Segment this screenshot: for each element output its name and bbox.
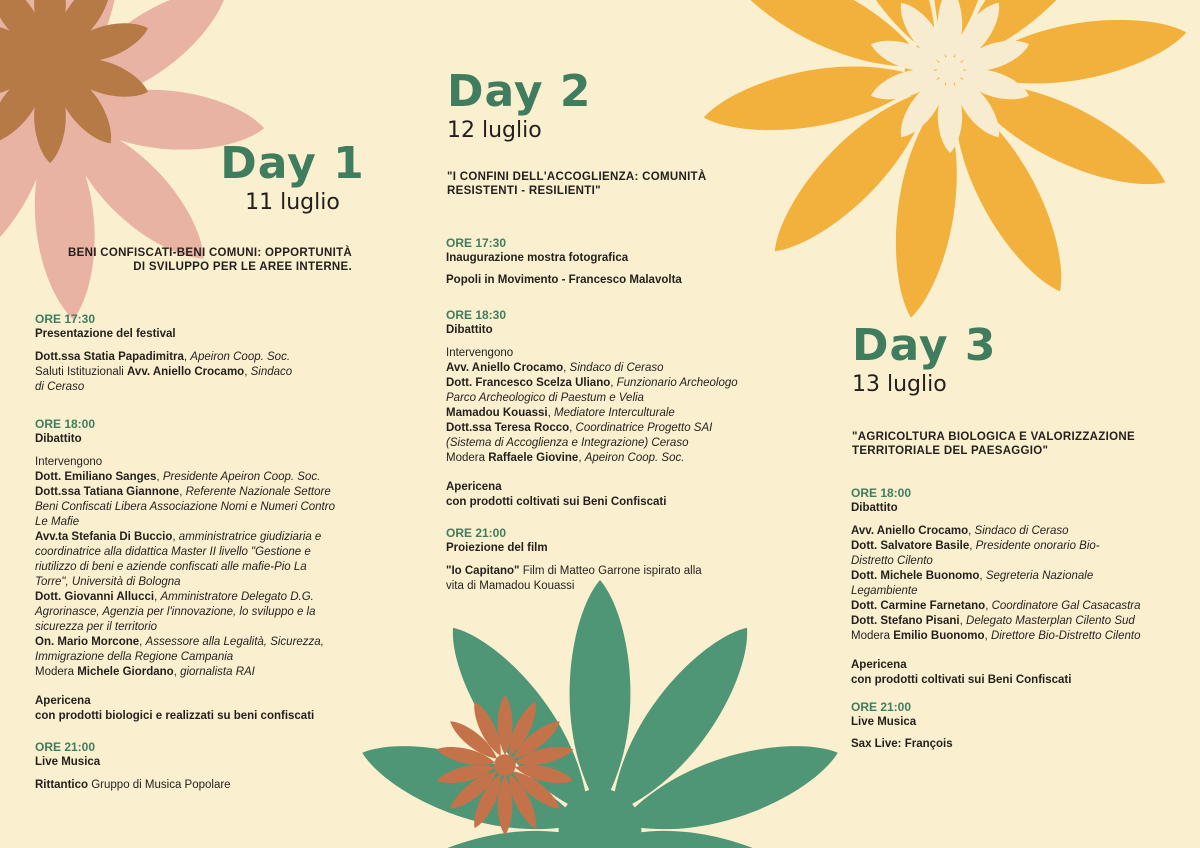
day1-title: Day 1	[220, 138, 365, 189]
day2-theme-line1: "I CONFINI DELL'ACCOGLIENZA: COMUNITÀ	[447, 171, 707, 183]
day1-band: Rittantico Gruppo di Musica Popolare	[35, 779, 231, 791]
day1-speaker-cont: Agrorinasce, Agenzia per l'innovazione, lo sviluppo e la	[35, 606, 316, 618]
day3-theme-line2: TERRITORIALE DEL PAESAGGIO"	[852, 445, 1049, 457]
day3-head-musica: Live Musica	[851, 716, 917, 728]
day1-speaker-cont: coordinatrice alla didattica Master II livello "Gestione e	[35, 546, 311, 558]
day1-apericena-sub: con prodotti biologici e realizzati su beni confiscati	[35, 710, 315, 722]
day1-line: Saluti Istituzionali Avv. Aniello Crocamo, Sindaco	[35, 366, 293, 378]
day2-date: 12 luglio	[447, 118, 542, 143]
day1-speaker-cont: Le Mafie	[35, 516, 80, 528]
day1-line: di Ceraso	[35, 381, 85, 393]
day2-mostra-sub: Popoli in Movimento - Francesco Malavolta	[446, 274, 682, 286]
day2-speaker: Dott.ssa Teresa Rocco, Coordinatrice Progetto SAI	[446, 422, 713, 434]
day1-theme	[30, 246, 352, 274]
green-flower	[353, 580, 847, 848]
day1-speaker-cont: Beni Confiscati Libera Associazione Nomi e Numeri Contro	[35, 501, 335, 513]
day1-time-2100: ORE 21:00	[35, 740, 96, 754]
day2-film: "Io Capitano" Film di Matteo Garrone ispirato alla	[446, 565, 702, 577]
day2-speaker-cont: Parco Archeologico di Paestum e Velia	[446, 392, 644, 404]
day1-theme-line2: DI SVILUPPO PER LE AREE INTERNE.	[133, 261, 352, 273]
day3-speaker-cont: Distretto Cilento	[851, 555, 933, 567]
day2-apericena: Apericena	[446, 481, 502, 493]
day1-head-musica: Live Musica	[35, 756, 101, 768]
day3-time-1800: ORE 18:00	[851, 486, 912, 500]
day1-speaker-cont: sicurezza per il territorio	[35, 621, 158, 633]
day2-head-dibattito: Dibattito	[446, 324, 493, 336]
day3-theme	[852, 430, 1182, 458]
day2-apericena-sub: con prodotti coltivati sui Beni Confiscati	[446, 496, 667, 508]
day3-speaker: Avv. Aniello Crocamo, Sindaco di Ceraso	[851, 525, 1069, 537]
day2-time-1730: ORE 17:30	[446, 236, 507, 250]
day3-head-dibattito: Dibattito	[851, 502, 898, 514]
day3-theme-line1: "AGRICOLTURA BIOLOGICA E VALORIZZAZIONE	[852, 431, 1135, 443]
day1-speaker-cont: riutilizzo di beni e aziende confiscati alle mafie-Pio La	[35, 561, 307, 573]
day3-speaker: Dott. Salvatore Basile, Presidente onorario Bio-	[851, 540, 1100, 552]
day2-time-2100: ORE 21:00	[446, 526, 507, 540]
day1-speaker: Dott.ssa Tatiana Giannone, Referente Nazionale Settore	[35, 486, 331, 498]
day3-speaker: Dott. Michele Buonomo, Segreteria Nazionale	[851, 570, 1094, 582]
day1-date: 11 luglio	[245, 190, 340, 215]
day1-theme-line1: BENI CONFISCATI-BENI COMUNI: OPPORTUNITÀ	[68, 247, 352, 259]
day3-title: Day 3	[852, 320, 997, 371]
day1-apericena: Apericena	[35, 695, 91, 707]
day2-theme-line2: RESISTENTI - RESILIENTI"	[447, 185, 601, 197]
day1-time-1730: ORE 17:30	[35, 312, 96, 326]
day2-speaker: Dott. Francesco Scelza Uliano, Funzionario Archeologo	[446, 377, 738, 389]
day1-speaker: Dott. Emiliano Sanges, Presidente Apeiron Coop. Soc.	[35, 471, 321, 483]
day2-header	[447, 68, 591, 144]
day2-title: Day 2	[447, 66, 592, 117]
day3-program	[851, 472, 1171, 752]
day2-head-mostra: Inaugurazione mostra fotografica	[446, 252, 629, 264]
day1-speaker: Avv.ta Stefania Di Buccio, amministratrice giudiziaria e	[35, 531, 322, 543]
day3-date: 13 luglio	[852, 372, 947, 397]
day1-speaker: On. Mario Morcone, Assessore alla Legalità, Sicurezza,	[35, 636, 324, 648]
day1-speaker-cont: Torre", Università di Bologna	[35, 576, 181, 588]
flower-center	[494, 754, 516, 776]
day1-head-presentazione: Presentazione del festival	[35, 328, 176, 340]
day1-speaker: Dott. Giovanni Allucci, Amministratore Delegato D.G.	[35, 591, 314, 603]
day2-speaker-cont: (Sistema di Accoglienza e Integrazione) Ceraso	[446, 437, 689, 449]
day3-musica-sub: Sax Live: François	[851, 738, 953, 750]
day1-header	[220, 140, 365, 216]
day2-time-1830: ORE 18:30	[446, 308, 507, 322]
day3-apericena-sub: con prodotti coltivati sui Beni Confiscati	[851, 674, 1072, 686]
day1-line: Dott.ssa Statia Papadimitra, Apeiron Coop. Soc.	[35, 351, 291, 363]
day2-film-cont: vita di Mamadou Kouassi	[446, 580, 575, 592]
flower-center	[937, 57, 964, 84]
day2-program	[446, 222, 786, 594]
flower-center	[33, 43, 67, 77]
day1-moderator: Modera Michele Giordano, giornalista RAI	[35, 666, 255, 678]
day3-moderator: Modera Emilio Buonomo, Direttore Bio-Distretto Cilento	[851, 630, 1141, 642]
day2-theme	[447, 170, 747, 198]
day1-speaker-cont: Immigrazione della Regione Campania	[35, 651, 234, 663]
day2-head-film: Proiezione del film	[446, 542, 548, 554]
day2-speaker: Avv. Aniello Crocamo, Sindaco di Ceraso	[446, 362, 664, 374]
day3-speaker-cont: Legambiente	[851, 585, 918, 597]
day3-speaker: Dott. Carmine Farnetano, Coordinatore Gal Casacastra	[851, 600, 1141, 612]
day2-speaker: Mamadou Kouassi, Mediatore Interculturale	[446, 407, 675, 419]
day2-moderator: Modera Raffaele Giovine, Apeiron Coop. Soc.	[446, 452, 685, 464]
day1-time-1800: ORE 18:00	[35, 417, 96, 431]
day2-intro: Intervengono	[446, 347, 514, 359]
day3-header	[852, 322, 996, 398]
day1-program	[35, 298, 375, 793]
day3-apericena: Apericena	[851, 659, 907, 671]
day3-speaker: Dott. Stefano Pisani, Delegato Masterplan Cilento Sud	[851, 615, 1135, 627]
day1-head-dibattito: Dibattito	[35, 433, 82, 445]
day1-intro: Intervengono	[35, 456, 103, 468]
day3-time-2100: ORE 21:00	[851, 700, 912, 714]
